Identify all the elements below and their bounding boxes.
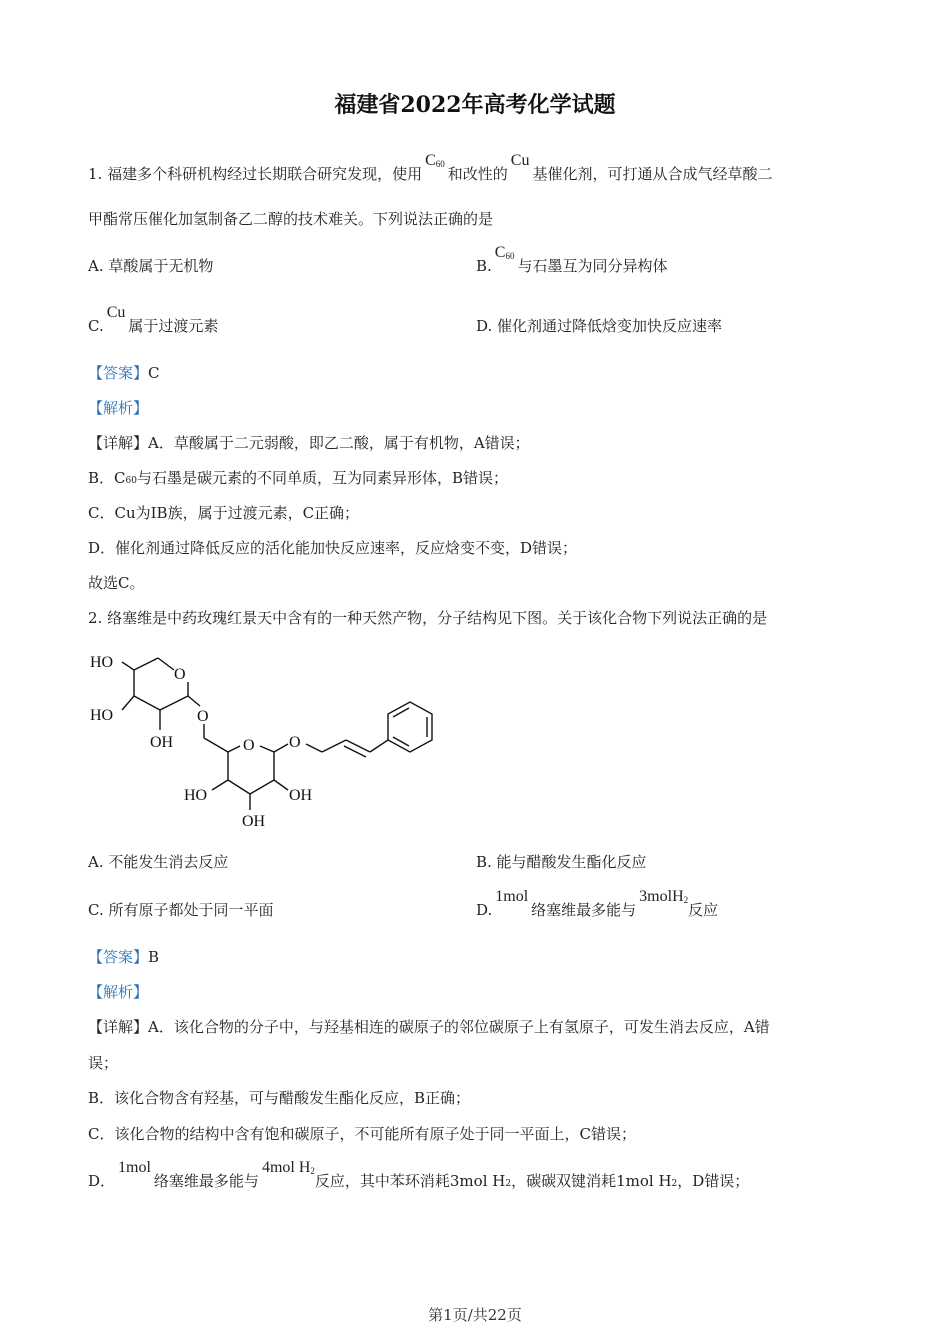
mol-label-ho-3: HO (184, 787, 208, 804)
q1-stem-line2: 甲酯常压催化加氢制备乙二醇的技术难关。下列说法正确的是 (88, 210, 494, 228)
q1-conclusion: 故选C。 (88, 574, 145, 592)
q1-stem-text-a: 1. 福建多个科研机构经过长期联合研究发现，使用 (88, 165, 423, 183)
q2-detail-b: B．该化合物含有羟基，可与醋酸发生酯化反应，B正确； (88, 1089, 471, 1107)
q1-option-d: D. 催化剂通过降低焓变加快反应速率 (476, 317, 723, 335)
q2-answer (88, 948, 159, 966)
mol-label-o-link-2: O (289, 734, 301, 751)
mol-label-o-link-1: O (197, 708, 209, 725)
answer-value: B (148, 948, 160, 966)
mol-label-o-ring-2: O (243, 737, 255, 754)
answer-value: C (148, 364, 160, 382)
mol-label-ho-1: HO (90, 654, 114, 671)
q1-optc-cu: Cu (106, 304, 126, 321)
mol-label-o-ring-1: O (174, 666, 186, 683)
q2-detail-d: D．1mol络塞维最多能与4mol $H_2$反应，其中苯环消耗3mol H2，碳碳双键消耗1mol H2，D错误； (88, 1159, 750, 1190)
mol-label-oh-1: OH (150, 734, 174, 751)
q1-option-c: C.Cu属于过渡元素 (88, 304, 219, 335)
q2-detail-a: 【详解】A．该化合物的分子中，与羟基相连的碳原子的邻位碳原子上有氢原子，可发生消去反应，A错 (88, 1018, 770, 1036)
q1-detail-c: C．Cu为ⅠB族，属于过渡元素，C正确； (88, 504, 360, 522)
q2-option-c: C. 所有原子都处于同一平面 (88, 901, 274, 919)
q1-optb-c60: $C_{60}$ (494, 244, 515, 261)
q1-stem-text-c: 基催化剂，可打通从合成气经草酸二 (532, 165, 773, 183)
q1-detail-a: 【详解】A．草酸属于二元弱酸，即乙二酸，属于有机物，A错误； (88, 434, 530, 452)
answer-tag: 【答案】 (88, 364, 149, 382)
q1-answer (88, 364, 160, 382)
q2-detail-a-cont: 误； (88, 1054, 119, 1072)
q2-option-b: B. 能与醋酸发生酯化反应 (476, 853, 647, 871)
molecule-svg (88, 648, 448, 838)
q1-c60: $C_{60}$ (425, 152, 445, 169)
q2-stem: 2. 络塞维是中药玫瑰红景天中含有的一种天然产物，分子结构见下图。关于该化合物下列说法正确的是 (88, 609, 768, 627)
page-title: 福建省2022年高考化学试题 (334, 92, 616, 118)
q1-option-a: A. 草酸属于无机物 (88, 257, 214, 275)
q2-detail-c: C．该化合物的结构中含有饱和碳原子，不可能所有原子处于同一平面上，C错误； (88, 1125, 636, 1143)
q2-option-d: D.1mol络塞维最多能与3molH$_2$反应 (476, 888, 719, 919)
mol-label-ho-2: HO (90, 707, 114, 724)
answer-tag: 【答案】 (88, 948, 149, 966)
q1-detail-b: B．C60与石墨是碳元素的不同单质，互为同素异形体，B错误； (88, 469, 508, 487)
q1-stem-text-b: 和改性的 (447, 165, 508, 183)
q2-option-a: A. 不能发生消去反应 (88, 853, 229, 871)
q1-stem-line1 (88, 152, 773, 184)
mol-label-oh-2: OH (289, 787, 313, 804)
molecule-structure-figure (88, 648, 448, 842)
mol-label-oh-3: OH (242, 813, 266, 830)
q1-cu: Cu (510, 152, 530, 169)
q1-detail-d: D．催化剂通过降低反应的活化能加快反应速率，反应焓变不变，D错误； (88, 539, 578, 557)
page-footer: 第1页/共22页 (428, 1306, 522, 1324)
q1-analysis-tag: 【解析】 (88, 399, 149, 417)
q2-analysis-tag: 【解析】 (88, 983, 149, 1001)
q1-option-b: $B.C_{60}$与石墨互为同分异构体 (476, 244, 668, 275)
